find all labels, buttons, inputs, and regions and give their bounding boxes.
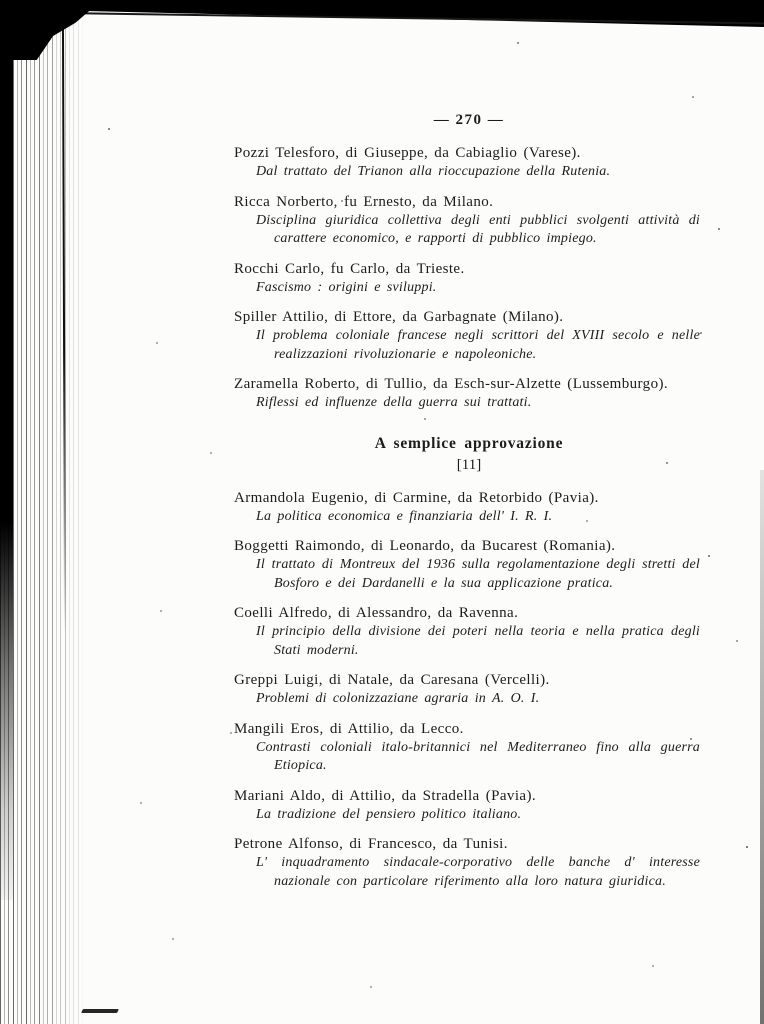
thesis-title: La tradizione del pensiero politico italiano.	[256, 806, 522, 822]
thesis-title: Problemi di colonizzaziane agraria in A. O. I.	[256, 691, 540, 706]
thesis-entry	[234, 144, 704, 182]
scanner-top-black-band	[0, 0, 764, 30]
scan-noise-specks	[0, 0, 2, 2]
candidate-name: Boggetti Raimondo, di Leonardo, da Bucarest (Romania).	[234, 538, 616, 554]
thesis-title: L' inquadramento sindacale-corporativo delle banche d' interesse nazionale con particolare riferimento alla loro natura giuridica.	[256, 855, 700, 889]
text-column	[234, 112, 704, 902]
thesis-title: Il problema coloniale francese negli scrittori del XVIII secolo e nelle realizzazioni rivoluzionarie e napoleoniche.	[256, 328, 700, 362]
thesis-title: Riflessi ed influenze della guerra sui trattati.	[256, 395, 532, 410]
thesis-title: Dal trattato del Trianon alla rioccupazione della Rutenia.	[256, 164, 611, 179]
candidate-name: Petrone Alfonso, di Francesco, da Tunisi.	[234, 836, 508, 852]
candidate-name: Mangili Eros, di Attilio, da Lecco.	[234, 720, 464, 737]
thesis-title: Il principio della divisione dei poteri nella teoria e nella pratica degli Stati moderni.	[256, 624, 700, 658]
bottom-edge-mark	[81, 1009, 119, 1013]
thesis-entry	[234, 671, 704, 709]
thesis-entry	[234, 193, 704, 249]
thesis-entry	[234, 720, 704, 776]
thesis-entry	[234, 260, 704, 298]
thesis-title: Contrasti coloniali italo-britannici nel Mediterraneo fino alla guerra Etiopica.	[256, 739, 700, 773]
section-heading-block	[234, 434, 704, 475]
binding-dark-edge	[0, 0, 13, 900]
candidate-name: Pozzi Telesforo, di Giuseppe, da Cabiaglio (Varese).	[234, 145, 581, 161]
thesis-entry	[234, 489, 704, 527]
page-number: — 270 —	[433, 112, 505, 128]
candidate-name: Rocchi Carlo, fu Carlo, da Trieste.	[234, 260, 465, 277]
candidate-name: Spiller Attilio, di Ettore, da Garbagnate (Milano).	[234, 309, 564, 325]
candidate-name: Zaramella Roberto, di Tullio, da Esch-sur-Alzette (Lussemburgo).	[234, 376, 669, 392]
candidate-name: Coelli Alfredo, di Alessandro, da Ravenna.	[234, 605, 519, 621]
thesis-title: Disciplina giuridica collettiva degli enti pubblici svolgenti attività di carattere economico, e rapporti di pubblico impiego.	[256, 212, 700, 246]
thesis-entry	[234, 604, 704, 660]
thesis-entry	[234, 375, 704, 413]
thesis-title: La politica economica e finanziaria dell' I. R. I.	[256, 508, 553, 524]
candidate-name: Mariani Aldo, di Attilio, da Stradella (Pavia).	[234, 787, 537, 804]
thesis-entry	[234, 835, 704, 891]
section-heading: A semplice approvazione	[374, 434, 564, 452]
candidate-name: Armandola Eugenio, di Carmine, da Retorbido (Pavia).	[234, 489, 599, 506]
candidate-name: Ricca Norberto, fu Ernesto, da Milano.	[234, 193, 494, 210]
thesis-entry	[234, 787, 704, 825]
candidate-name: Greppi Luigi, di Natale, da Caresana (Vercelli).	[234, 672, 550, 688]
page-right-edge-shadow	[760, 470, 764, 1024]
thesis-title: Il trattato di Montreux del 1936 sulla regolamentazione degli stretti del Bosforo e dei Dardanelli e la sua applicazione pratica.	[256, 557, 700, 591]
thesis-entry	[234, 308, 704, 364]
thesis-entry	[234, 537, 704, 593]
section-number: [11]	[456, 456, 482, 473]
thesis-title: Fascismo : origini e sviluppi.	[256, 279, 437, 295]
